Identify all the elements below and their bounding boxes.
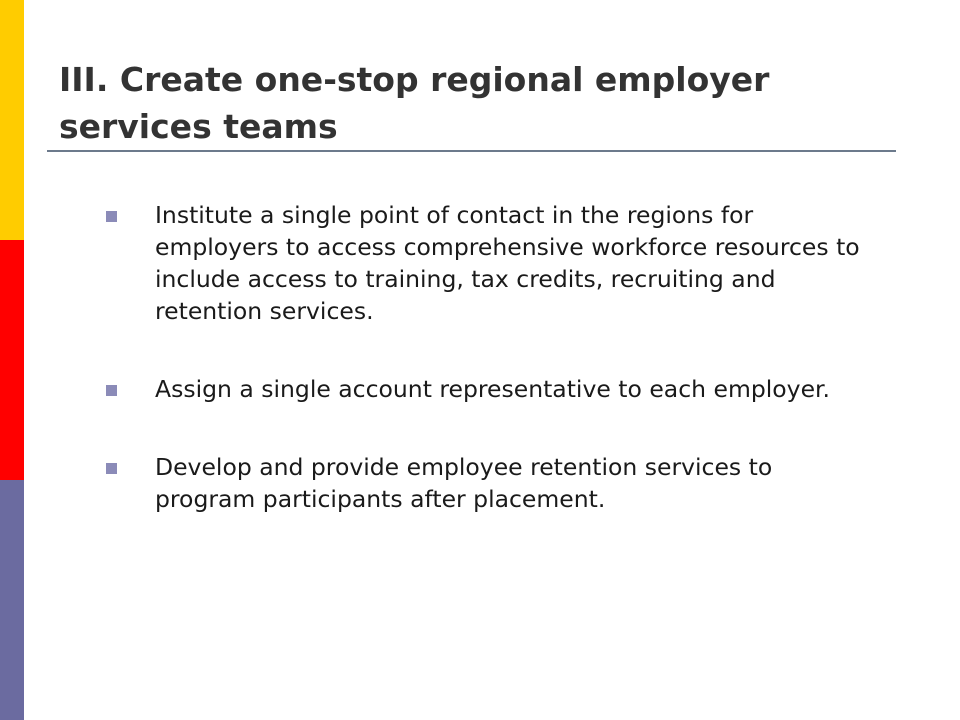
accent-bar-purple: [0, 480, 24, 720]
accent-bar-yellow: [0, 0, 24, 240]
accent-bar-red: [0, 240, 24, 480]
bullet-item: [106, 451, 866, 515]
slide-title: III. Create one-stop regional employer services teams: [59, 60, 770, 146]
square-bullet-icon: [106, 463, 117, 474]
bullet-item: [106, 199, 866, 327]
bullet-item: [106, 373, 866, 405]
bullet-list: [106, 199, 866, 561]
title-divider: [47, 150, 896, 152]
bullet-text: Institute a single point of contact in the regions for employers to access comprehensive workforce resources to include access to training, tax credits, recruiting and retention services.: [155, 201, 860, 325]
bullet-text: Assign a single account representative to each employer.: [155, 375, 831, 403]
square-bullet-icon: [106, 211, 117, 222]
square-bullet-icon: [106, 385, 117, 396]
bullet-text: Develop and provide employee retention services to program participants after placement.: [155, 453, 773, 513]
